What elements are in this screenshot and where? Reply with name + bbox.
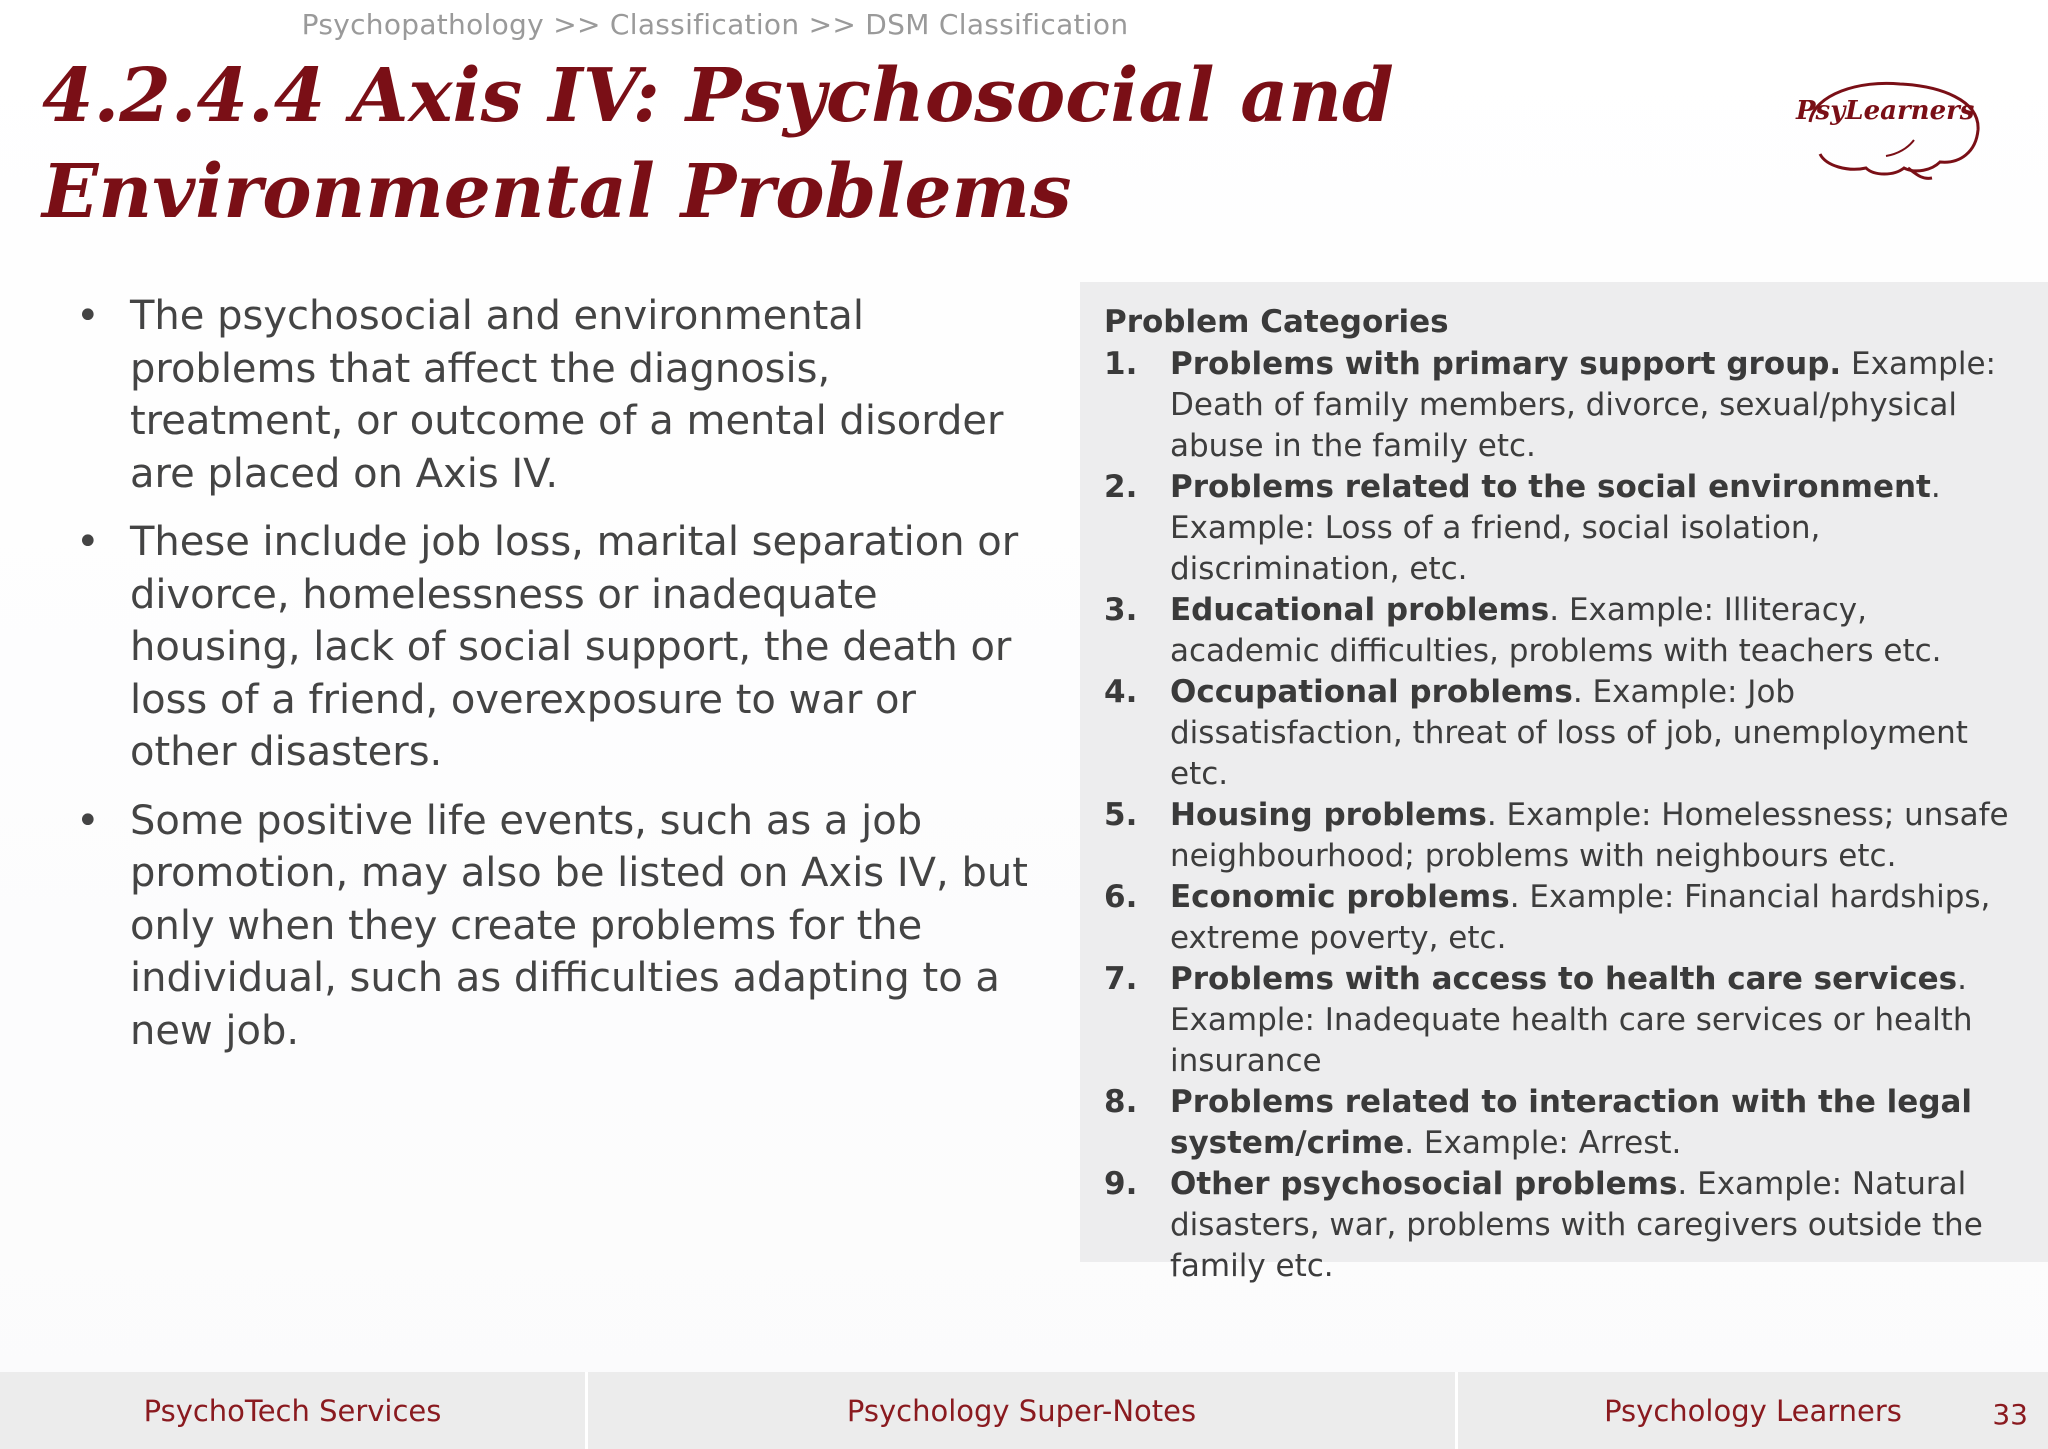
category-item (1104, 344, 2024, 467)
page-title: 4.2.4.4 Axis IV: Psychosocial and Environmental Problems (42, 53, 1394, 235)
category-item (1104, 959, 2024, 1082)
category-number: 9. (1104, 1166, 1138, 1202)
category-description: Example: Death of family members, divorce, sexual/physical abuse in the family etc. (1170, 346, 1996, 464)
category-name: Occupational problems (1170, 674, 1573, 710)
category-description: . Example: Inadequate health care services or health insurance (1170, 961, 1973, 1079)
logo-text: PsyLearners (1796, 96, 1975, 126)
category-number: 6. (1104, 879, 1138, 915)
category-name: Housing problems (1170, 797, 1487, 833)
page-number: 33 (1992, 1398, 2028, 1431)
footer-center: Psychology Super-Notes (588, 1372, 1458, 1449)
category-number: 7. (1104, 961, 1138, 997)
category-number: 8. (1104, 1084, 1138, 1120)
category-name: Problems related to the social environment (1170, 469, 1931, 505)
category-number: 2. (1104, 469, 1138, 505)
category-name: Problems with primary support group. (1170, 346, 1842, 382)
category-number: 1. (1104, 346, 1138, 382)
category-name: Educational problems (1170, 592, 1550, 628)
bullet-dot-icon: • (76, 519, 100, 565)
bullet-item (70, 795, 1030, 1058)
category-description: . Example: Illiteracy, academic difficulties, problems with teachers etc. (1170, 592, 1942, 669)
category-item (1104, 672, 2024, 795)
category-number: 5. (1104, 797, 1138, 833)
bullet-text: Some positive life events, such as a job promotion, may also be listed on Axis IV, but only when they create problems for the individual, such as difficulties adapting to a new job. (130, 797, 1028, 1054)
category-item (1104, 877, 2024, 959)
bullet-dot-icon: • (76, 293, 100, 339)
problem-categories-panel (1080, 282, 2048, 1284)
category-description: . Example: Job dissatisfaction, threat of loss of job, unemployment etc. (1170, 674, 1968, 792)
bullet-list (70, 290, 1030, 1073)
psylearners-logo (1790, 70, 1990, 180)
bullet-item (70, 290, 1030, 500)
bullet-text: The psychosocial and environmental problems that affect the diagnosis, treatment, or outcome of a mental disorder are placed on Axis IV. (130, 293, 1004, 497)
category-number: 3. (1104, 592, 1138, 628)
bullet-dot-icon: • (76, 797, 100, 844)
category-item (1104, 1082, 2024, 1164)
category-item (1104, 467, 2024, 590)
category-number: 4. (1104, 674, 1138, 710)
category-item (1104, 590, 2024, 672)
category-list (1104, 344, 2024, 1287)
category-description: . Example: Homelessness; unsafe neighbourhood; problems with neighbours etc. (1170, 797, 2009, 874)
category-name: Problems with access to health care services (1170, 961, 1958, 997)
breadcrumb: Psychopathology >> Classification >> DSM Classification (301, 8, 1129, 41)
footer-right: Psychology Learners (1604, 1393, 1902, 1428)
category-name: Economic problems (1170, 879, 1510, 915)
category-name: Other psychosocial problems (1170, 1166, 1678, 1202)
category-item (1104, 1164, 2024, 1287)
category-name: Problems related to interaction with the legal system/crime (1170, 1084, 1973, 1161)
category-item (1104, 795, 2024, 877)
footer (0, 1372, 2048, 1449)
category-description: . Example: Natural disasters, war, problems with caregivers outside the family etc. (1170, 1166, 1983, 1284)
panel-heading: Problem Categories (1104, 304, 1449, 340)
category-description: . Example: Arrest. (1404, 1125, 1682, 1161)
category-description: . Example: Financial hardships, extreme poverty, etc. (1170, 879, 1991, 956)
category-description: . Example: Loss of a friend, social isolation, discrimination, etc. (1170, 469, 1941, 587)
bullet-item (70, 516, 1030, 779)
bullet-text: These include job loss, marital separation or divorce, homelessness or inadequate housing, lack of social support, the death or loss of a friend, overexposure to war or other disasters. (130, 519, 1019, 775)
footer-left: PsychoTech Services (0, 1372, 588, 1449)
